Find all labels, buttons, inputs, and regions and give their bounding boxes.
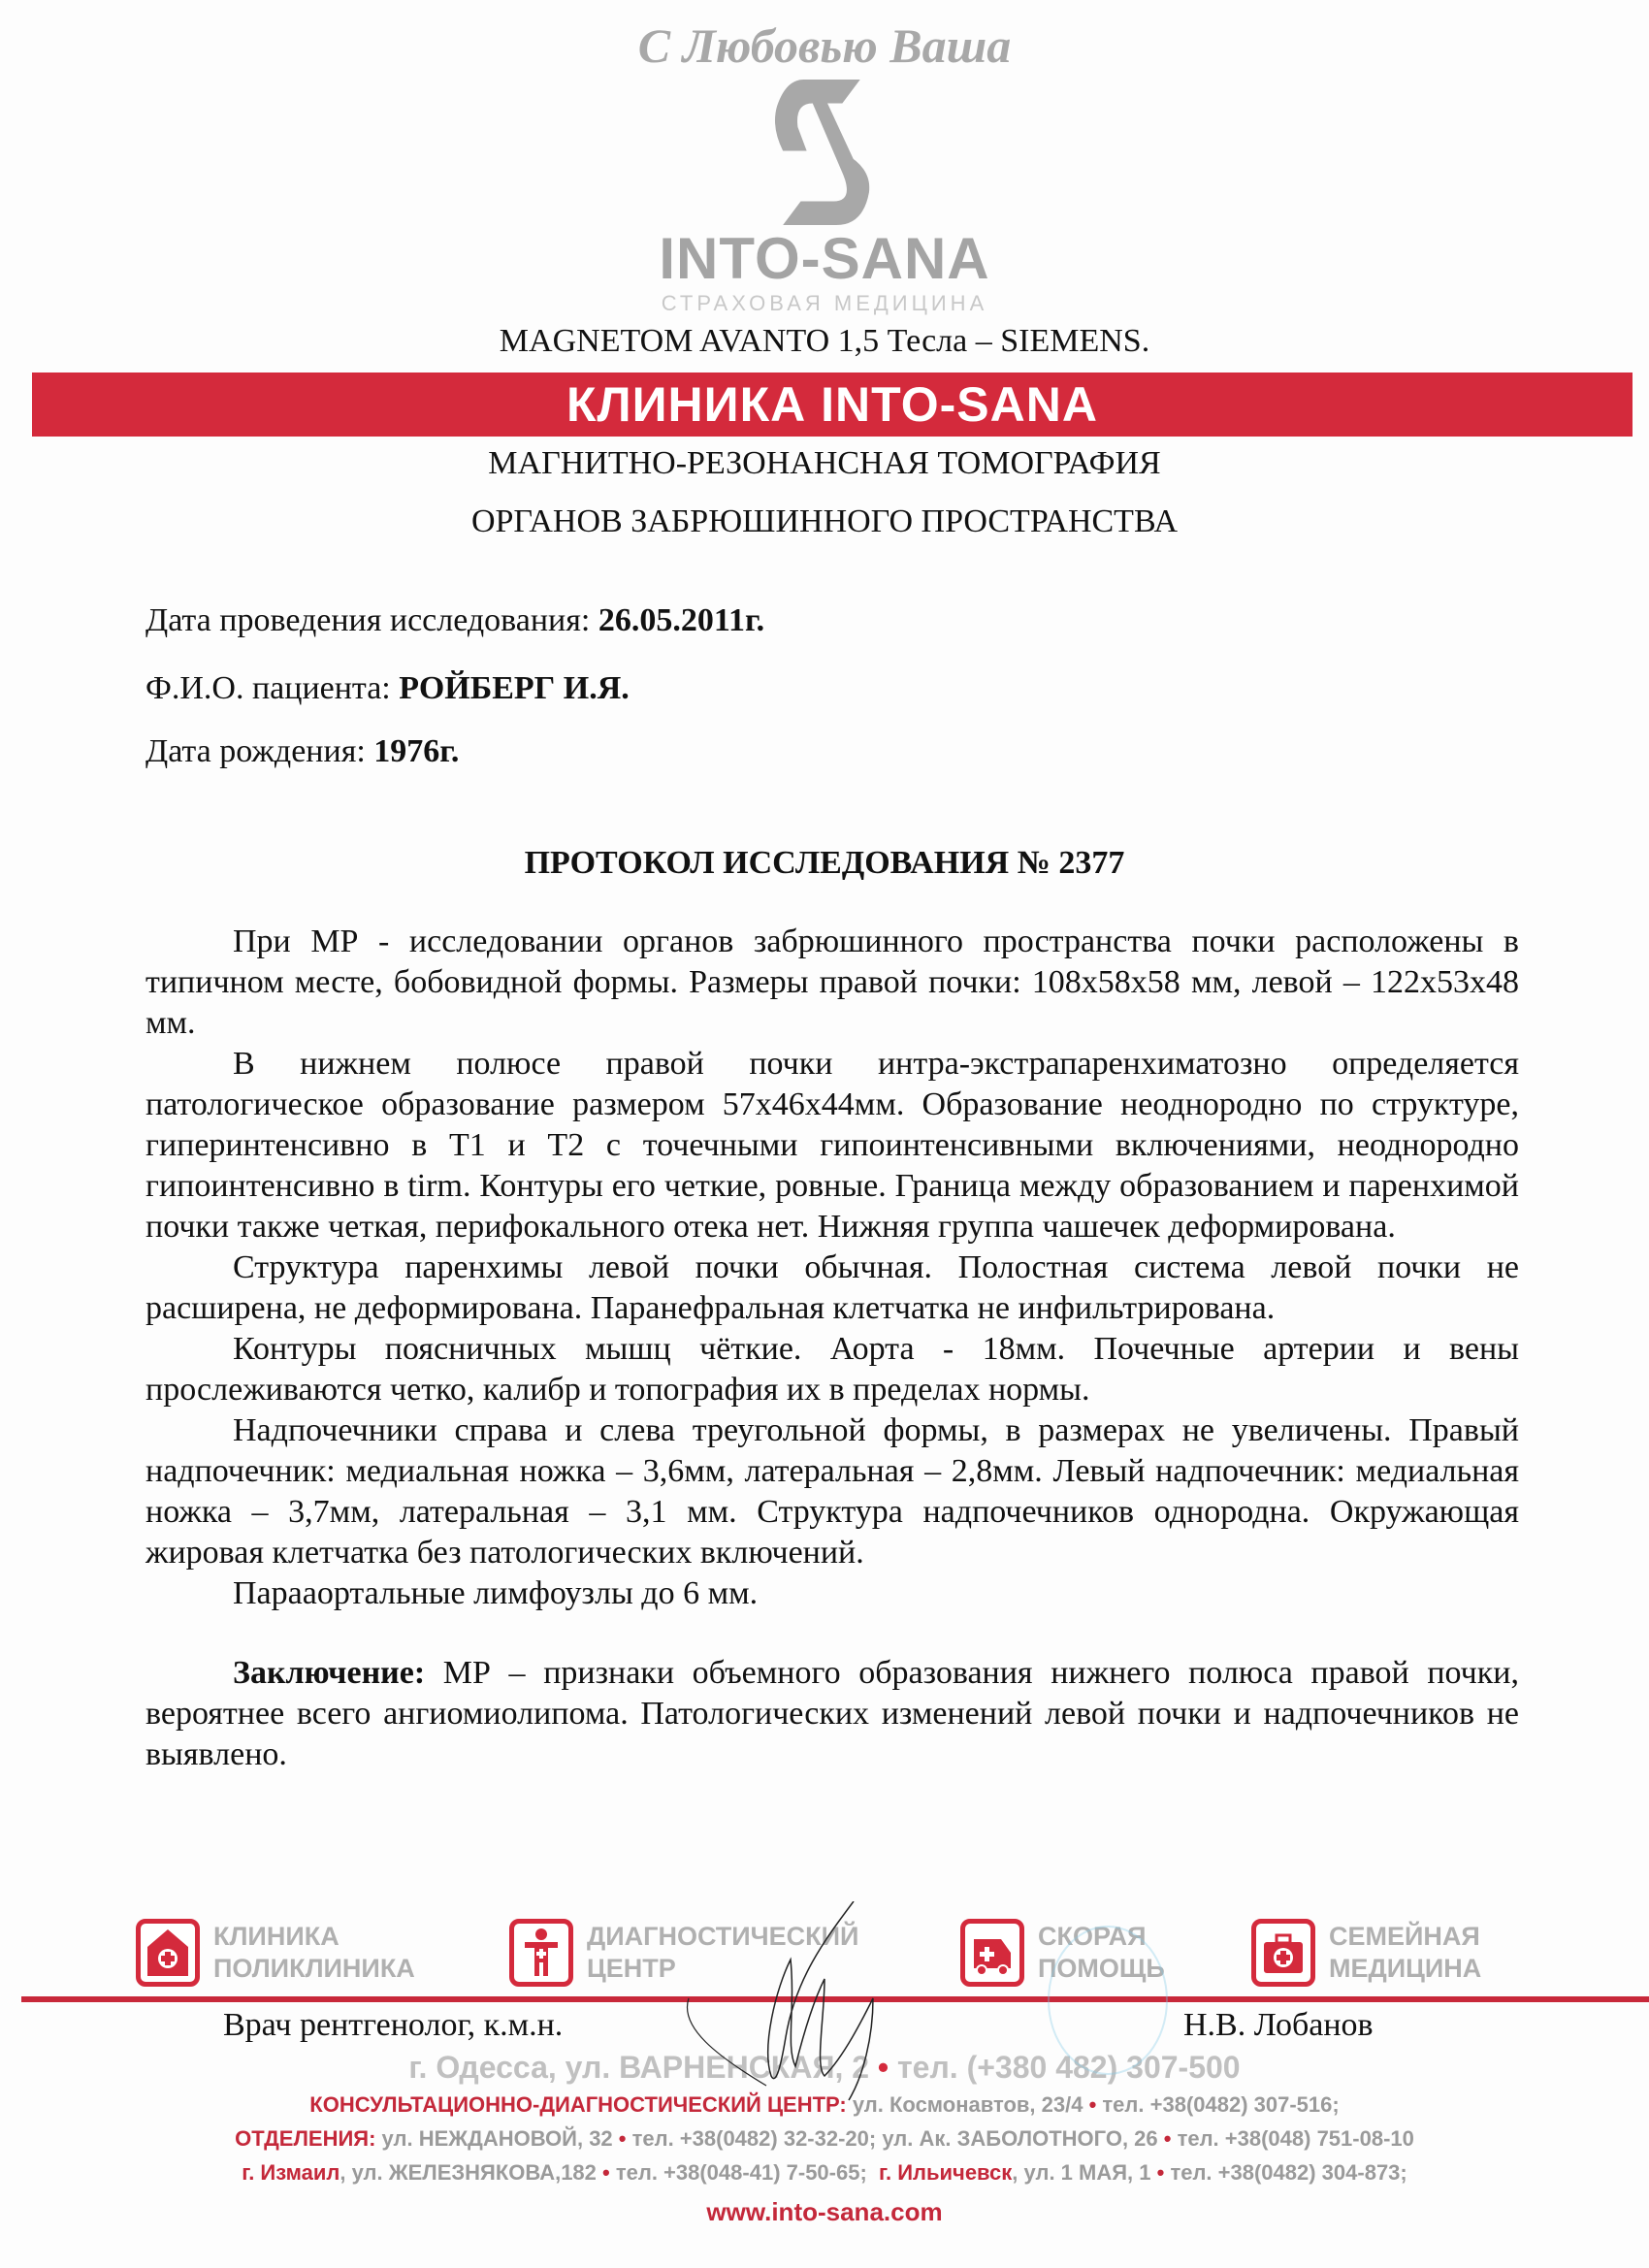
kdc-phone: тел. +38(0482) 307-516; <box>1096 2092 1340 2117</box>
logo-subtitle: СТРАХОВАЯ МЕДИЦИНА <box>661 291 988 315</box>
branch-phone: тел. +38(0482) 32-32-20; <box>626 2126 883 2151</box>
paragraph: В нижнем полюсе правой почки интра-экстрапаренхиматозно определяется патологическое образование размером 57х46х44мм. Образование неоднородно по структуре, гиперинтенсивно в Т1 и Т2 с точечными гипоинтенсивными включениями, неоднородно гипоинтенсивно в tirm. Контуры его четкие, ровные. Граница между образованием и паренхимой почки также четкая, перифокального отека нет. Нижняя группа чашечек деформирована. <box>146 1046 1519 1245</box>
stamp <box>1048 1926 1168 2075</box>
main-phone: тел. (+380 482) 307-500 <box>897 2050 1241 2085</box>
doctor-name: Н.В. Лобанов <box>1183 2007 1374 2043</box>
bullet: • <box>877 2050 889 2085</box>
service-family <box>1251 1919 1481 1987</box>
logo-name: INTO-SANA <box>659 226 990 291</box>
service-clinic <box>136 1919 415 1987</box>
service-label: СЕМЕЙНАЯ <box>1329 1922 1480 1951</box>
city-phone: тел. +38(048-41) 7-50-65; <box>609 2160 867 2185</box>
bullet: • <box>1163 2126 1172 2151</box>
bullet: • <box>602 2160 610 2185</box>
service-label: СКОРАЯ <box>1038 1922 1147 1951</box>
into-sana-logo-icon <box>752 80 897 225</box>
branch-address: ул. НЕЖДАНОВОЙ, 32 <box>375 2126 619 2151</box>
medkit-icon <box>1251 1919 1315 1987</box>
branch-phone: тел. +38(048) 751-08-10 <box>1171 2126 1414 2151</box>
bullet: • <box>618 2126 627 2151</box>
kdc-label: КОНСУЛЬТАЦИОННО-ДИАГНОСТИЧЕСКИЙ ЦЕНТР: <box>309 2092 847 2117</box>
house-cross-icon <box>136 1919 200 1987</box>
main-address <box>0 2049 1649 2086</box>
footer-branches <box>0 2125 1649 2153</box>
service-label: ПОМОЩЬ <box>1038 1954 1165 1983</box>
clinic-band <box>32 373 1633 437</box>
main-address-text: г. Одесса, ул. ВАРНЕНСКАЯ, 2 <box>408 2050 870 2085</box>
birth-date <box>146 732 459 771</box>
branches-label: ОТДЕЛЕНИЯ: <box>235 2126 376 2151</box>
city-address: , ул. ЖЕЛЕЗНЯКОВА,182 <box>340 2160 603 2185</box>
branch-address: ул. Ак. ЗАБОЛОТНОГО, 26 <box>882 2126 1164 2151</box>
patient-name-value: РОЙБЕРГ И.Я. <box>399 670 630 706</box>
paragraph: Надпочечники справа и слева треугольной формы, в размерах не увеличены. Правый надпочечник: медиальная ножка – 3,6мм, латеральная – 2,8мм. Левый надпочечник: медиальная ножка – 3,7мм, латеральная – 3,1 мм. Структура надпочечников однородна. Окружающая жировая клетчатка без патологических включений. <box>146 1412 1519 1571</box>
service-diagnostic <box>509 1919 858 1987</box>
conclusion-text: МР – признаки объемного образования нижнего полюса правой почки, вероятнее всего ангиомиолипома. Патологических изменений левой почки и надпочечников не выявлено. <box>146 1655 1519 1772</box>
protocol-body <box>146 922 1519 1775</box>
services-row <box>136 1919 1513 1989</box>
service-label: КЛИНИКА <box>213 1922 340 1951</box>
bullet: • <box>1156 2160 1165 2185</box>
service-label: ПОЛИКЛИНИКА <box>213 1954 415 1983</box>
paragraph: Структура паренхимы левой почки обычная. Полостная система левой почки не расширена, не деформирована. Паранефральная клетчатка не инфильтрирована. <box>146 1249 1519 1326</box>
slogan: С Любовью Ваша <box>637 18 1012 73</box>
conclusion <box>146 1653 1519 1775</box>
city-name: г. Ильичевск <box>879 2160 1013 2185</box>
website-link[interactable]: www.into-sana.com <box>706 2197 943 2226</box>
paragraph: При МР - исследовании органов забрюшинного пространства почки расположены в типичном месте, бобовидной формы. Размеры правой почки: 108х58х58 мм, левой – 122х53х48 мм. <box>146 923 1519 1041</box>
exam-date-label: Дата проведения исследования: <box>146 602 598 638</box>
patient-name-label: Ф.И.О. пациента: <box>146 670 400 706</box>
kdc-address: ул. Космонавтов, 23/4 <box>846 2092 1089 2117</box>
footer-kdc <box>0 2091 1649 2119</box>
exam-date-value: 26.05.2011г. <box>598 602 765 638</box>
equipment-line: MAGNETOM AVANTO 1,5 Тесла – SIEMENS. <box>499 323 1150 359</box>
clinic-name: КЛИНИКА INTO-SANA <box>566 377 1098 432</box>
doctor-position: Врач рентгенолог, к.м.н. <box>223 2007 564 2043</box>
title-line-2: ОРГАНОВ ЗАБРЮШИННОГО ПРОСТРАНСТВА <box>470 503 1179 539</box>
bullet: • <box>1088 2092 1097 2117</box>
service-label: ДИАГНОСТИЧЕСКИЙ <box>587 1922 859 1951</box>
city-address: , ул. 1 МАЯ, 1 <box>1012 2160 1157 2185</box>
exam-date <box>146 601 764 640</box>
ambulance-icon <box>960 1919 1024 1987</box>
conclusion-label: Заключение: <box>233 1655 426 1691</box>
birth-date-value: 1976г. <box>373 733 460 769</box>
person-cross-icon <box>509 1919 573 1987</box>
title-line-1: МАГНИТНО-РЕЗОНАНСНАЯ ТОМОГРАФИЯ <box>488 445 1161 481</box>
paragraph: Контуры поясничных мышц чёткие. Аорта - 18мм. Почечные артерии и вены прослеживаются четко, калибр и топография их в пределах нормы. <box>146 1331 1519 1408</box>
patient-name <box>146 669 630 708</box>
city-name: г. Измаил <box>242 2160 340 2185</box>
service-label: МЕДИЦИНА <box>1329 1954 1482 1983</box>
city-phone: тел. +38(0482) 304-873; <box>1164 2160 1407 2185</box>
service-label: ЦЕНТР <box>587 1954 676 1983</box>
paragraph: Парааортальные лимфоузлы до 6 мм. <box>233 1575 759 1611</box>
divider <box>21 1996 1649 2002</box>
protocol-title: ПРОТОКОЛ ИССЛЕДОВАНИЯ № 2377 <box>524 845 1125 881</box>
birth-date-label: Дата рождения: <box>146 733 374 769</box>
footer-cities <box>0 2159 1649 2187</box>
